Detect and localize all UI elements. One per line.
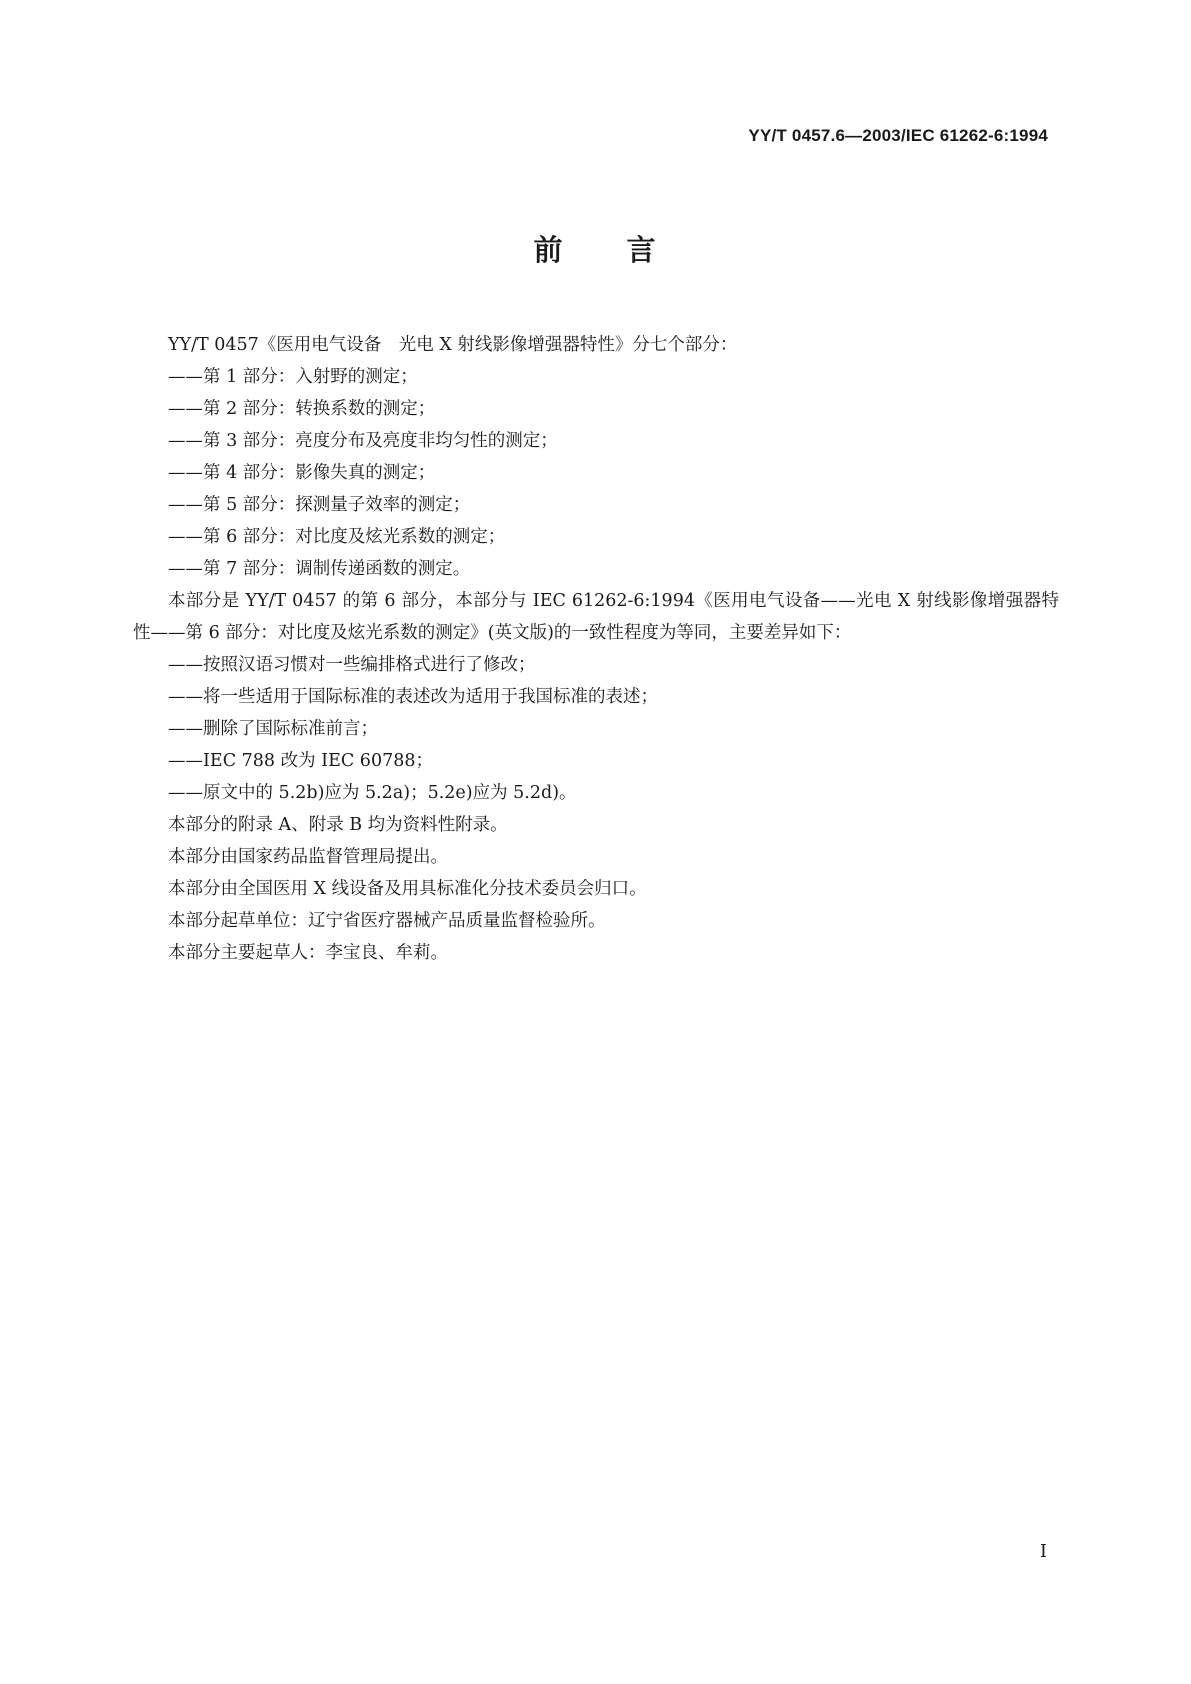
page-title: 前 言 xyxy=(533,233,658,267)
part-list-item-4: ——第 4 部分：影像失真的测定； xyxy=(168,463,436,483)
drafting-unit-paragraph: 本部分起草单位：辽宁省医疗器械产品质量监督检验所。 xyxy=(168,911,606,931)
difference-item-2: ——将一些适用于国际标准的表述改为适用于我国标准的表述； xyxy=(168,687,658,707)
part-list-item-6: ——第 6 部分：对比度及炫光系数的测定； xyxy=(168,527,506,547)
part-list-item-2: ——第 2 部分：转换系数的测定； xyxy=(168,399,436,419)
drafters-paragraph: 本部分主要起草人：李宝良、牟莉。 xyxy=(168,943,448,963)
equivalence-paragraph: 本部分是 YY/T 0457 的第 6 部分，本部分与 IEC 61262-6:1994《医用电气设备——光电 X 射线影像增强器特性——第 6 部分：对比度及炫光系数的测定》(英文版)的一致性程度为等同，主要差异如下： xyxy=(133,591,1059,643)
difference-item-5: ——原文中的 5.2b)应为 5.2a)；5.2e)应为 5.2d)。 xyxy=(168,783,577,803)
part-list-item-7: ——第 7 部分：调制传递函数的测定。 xyxy=(168,559,471,579)
proposer-paragraph: 本部分由国家药品监督管理局提出。 xyxy=(168,847,448,867)
difference-item-3: ——删除了国际标准前言； xyxy=(168,719,378,739)
part-list-item-1: ——第 1 部分：入射野的测定； xyxy=(168,367,418,387)
page-number: I xyxy=(1039,1541,1047,1562)
difference-item-1: ——按照汉语习惯对一些编排格式进行了修改； xyxy=(168,655,536,675)
part-list-item-5: ——第 5 部分：探测量子效率的测定； xyxy=(168,495,471,515)
committee-paragraph: 本部分由全国医用 X 线设备及用具标准化分技术委员会归口。 xyxy=(168,879,647,899)
annex-paragraph: 本部分的附录 A、附录 B 均为资料性附录。 xyxy=(168,815,508,835)
difference-item-4: ——IEC 788 改为 IEC 60788； xyxy=(168,751,433,771)
standard-number: YY/T 0457.6—2003/IEC 61262-6:1994 xyxy=(748,126,1048,145)
part-list-item-3: ——第 3 部分：亮度分布及亮度非均匀性的测定； xyxy=(168,431,558,451)
intro-paragraph: YY/T 0457《医用电气设备 光电 X 射线影像增强器特性》分七个部分： xyxy=(168,335,738,355)
foreword-body xyxy=(133,329,1059,969)
